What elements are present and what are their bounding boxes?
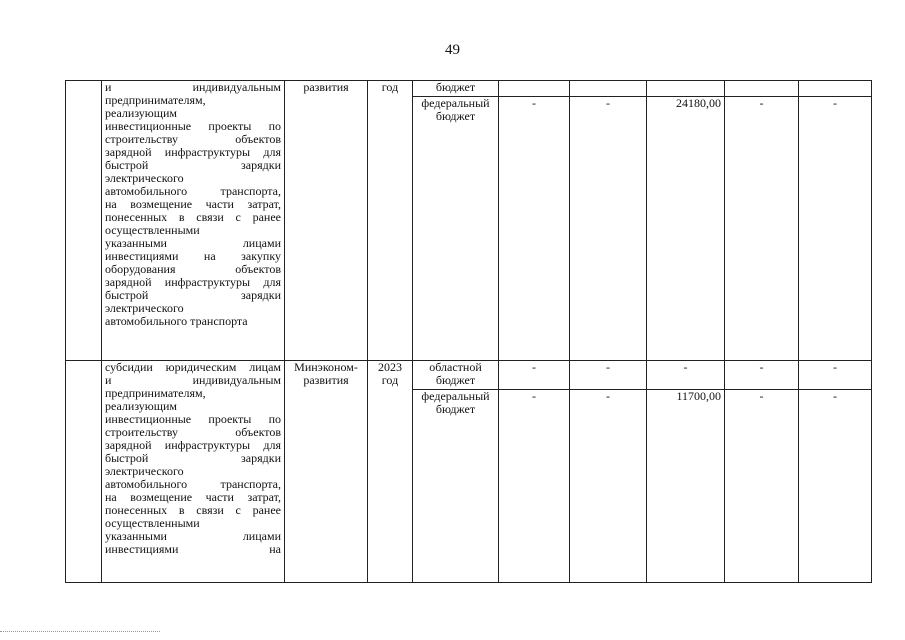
description-line: автомобильного транспорта (105, 314, 248, 328)
description-line: автомобильного транспорта, (105, 184, 281, 198)
budget-source-cell: бюджет (413, 81, 499, 97)
term-cell: год (368, 81, 413, 361)
measure-description-cell (102, 361, 285, 583)
budget-source-cell: федеральный бюджет (413, 390, 499, 583)
description-line: инвестиционные проекты по (105, 119, 281, 133)
page-number: 49 (445, 42, 460, 58)
description-line: строительству объектов (105, 425, 281, 439)
description-line: предпринимателям, (105, 93, 206, 107)
value-cell: - (570, 390, 647, 583)
number-cell (66, 361, 102, 583)
value-cell: - (799, 97, 872, 361)
description-line: и индивидуальным (105, 373, 281, 387)
value-cell: - (725, 390, 799, 583)
value-cell: - (570, 361, 647, 390)
number-cell (66, 81, 102, 361)
description-line: понесенных в связи с ранее (105, 210, 281, 224)
executor-cell: развития (285, 81, 368, 361)
description-line: зарядной инфраструктуры для (105, 275, 281, 289)
description-line: на возмещение части затрат, (105, 490, 281, 504)
description-line: быстрой зарядки (105, 451, 281, 465)
description-line: строительству объектов (105, 132, 281, 146)
description-line: электрического (105, 464, 184, 478)
description-line: автомобильного транспорта, (105, 477, 281, 491)
value-cell: - (499, 97, 570, 361)
description-line: зарядной инфраструктуры для (105, 145, 281, 159)
description-line: зарядной инфраструктуры для (105, 438, 281, 452)
description-line: осуществленными (105, 516, 200, 530)
value-cell: - (799, 361, 872, 390)
scan-edge-mark (0, 631, 160, 640)
value-cell: - (799, 390, 872, 583)
table-row (66, 81, 872, 97)
term-cell: 2023 год (368, 361, 413, 583)
executor-cell: Минэконом-развития (285, 361, 368, 583)
value-cell: - (499, 390, 570, 583)
description-line: инвестициями на закупку (105, 249, 281, 263)
description-line: указанными лицами (105, 529, 281, 543)
description-line: субсидии юридическим лицам (105, 360, 281, 374)
budget-source-cell: федеральный бюджет (413, 97, 499, 361)
measure-description-cell (102, 81, 285, 361)
description-line: осуществленными (105, 223, 200, 237)
description-line: реализующим (105, 399, 178, 413)
value-cell: 11700,00 (647, 390, 725, 583)
description-line: на возмещение части затрат, (105, 197, 281, 211)
value-cell: 24180,00 (647, 97, 725, 361)
description-line: и индивидуальным (105, 80, 281, 94)
description-line: быстрой зарядки (105, 288, 281, 302)
description-line: предпринимателям, (105, 386, 206, 400)
budget-source-cell: областной бюджет (413, 361, 499, 390)
description-line: инвестиционные проекты по (105, 412, 281, 426)
description-line: указанными лицами (105, 236, 281, 250)
description-line: электрического (105, 301, 184, 315)
description-line: оборудования объектов (105, 262, 281, 276)
value-cell: - (725, 361, 799, 390)
value-cell: - (725, 97, 799, 361)
value-cell: - (499, 361, 570, 390)
description-line: понесенных в связи с ранее (105, 503, 281, 517)
description-line: реализующим (105, 106, 178, 120)
description-line: инвестициями на (105, 542, 281, 556)
description-line: электрического (105, 171, 184, 185)
value-cell: - (647, 361, 725, 390)
table-row (66, 361, 872, 390)
program-table (65, 80, 872, 583)
description-line: быстрой зарядки (105, 158, 281, 172)
value-cell: - (570, 97, 647, 361)
